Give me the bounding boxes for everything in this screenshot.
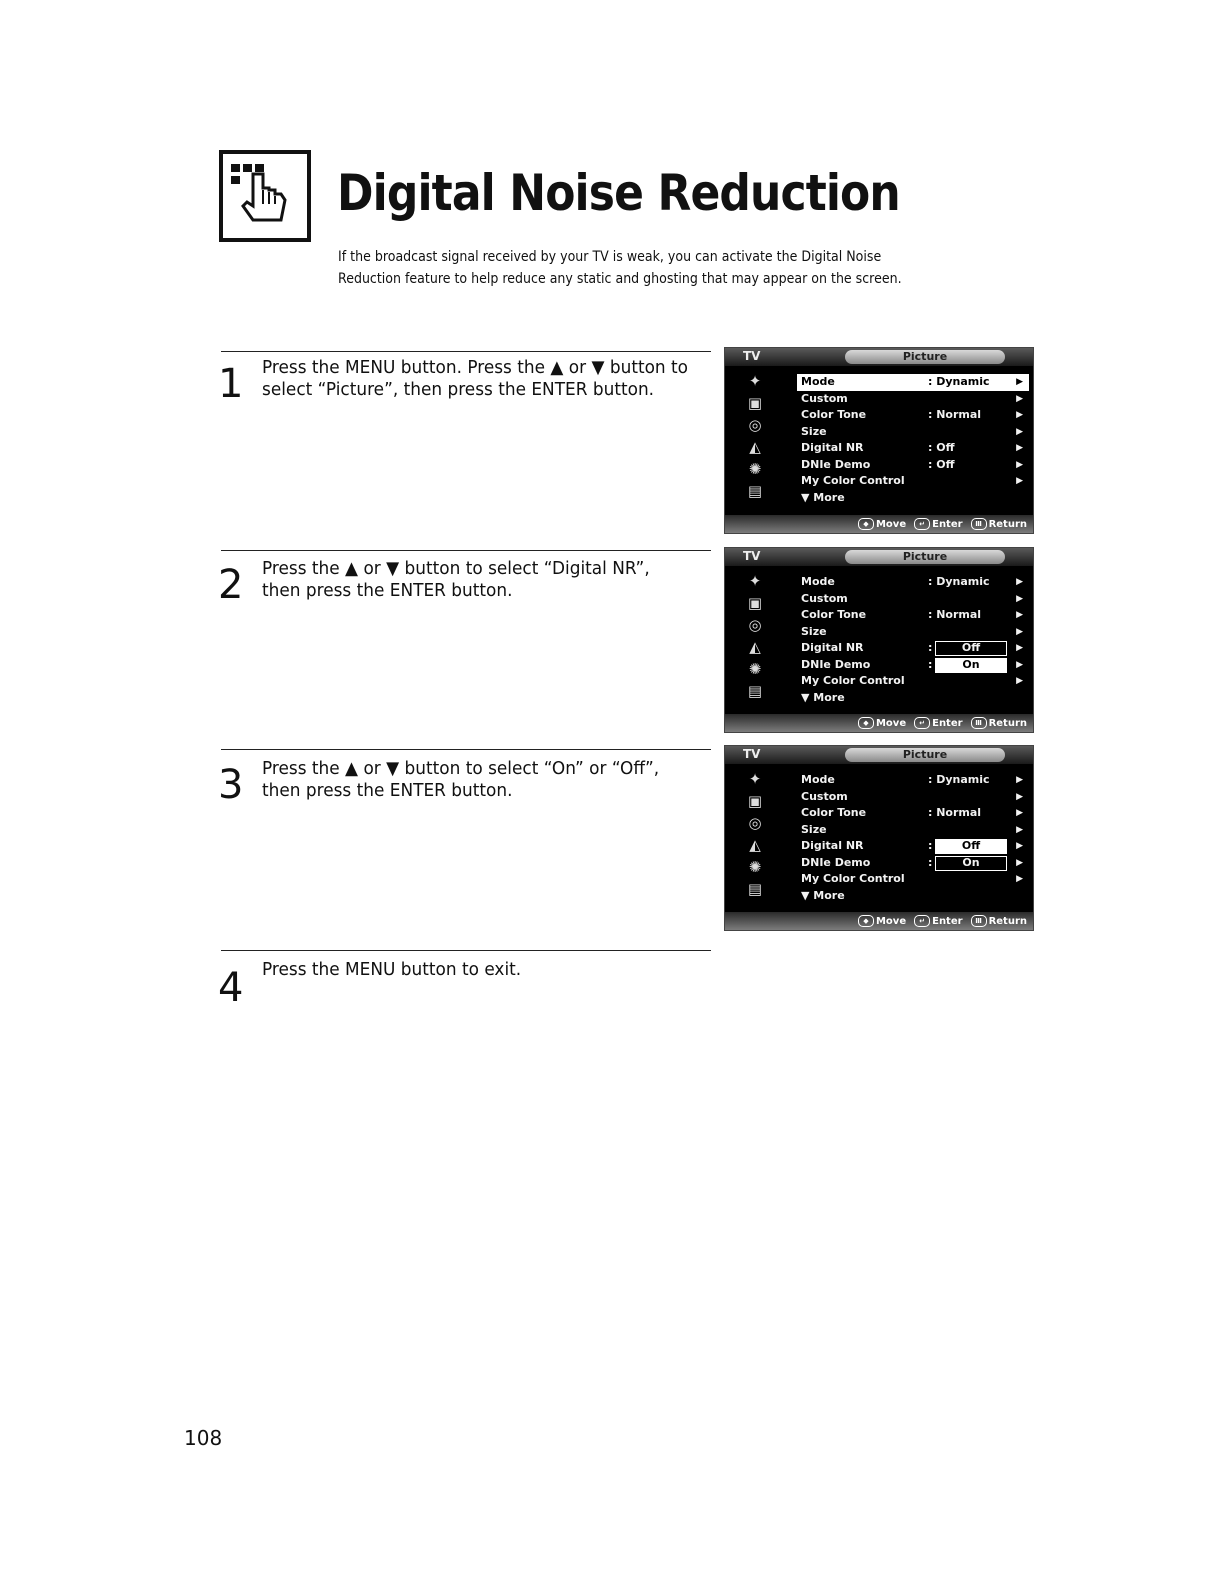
osd-row-label: Mode bbox=[801, 773, 835, 786]
osd-row-size[interactable] bbox=[797, 424, 1029, 441]
step-number: 2 bbox=[218, 562, 244, 608]
right-arrow-icon: ▶ bbox=[1016, 841, 1023, 851]
hint-label: Enter bbox=[932, 518, 963, 530]
tv-icon: ▤ bbox=[747, 682, 763, 700]
osd-row-value: : Dynamic bbox=[928, 575, 990, 588]
right-arrow-icon: ▶ bbox=[1016, 824, 1023, 835]
right-arrow-icon: ▶ bbox=[1016, 393, 1023, 404]
sound-icon: ◎ bbox=[748, 416, 762, 434]
osd-side-icons bbox=[743, 770, 771, 899]
enter-icon: ↵ bbox=[914, 915, 930, 927]
osd-row-my-color-control[interactable] bbox=[797, 871, 1029, 888]
right-arrow-icon: ▶ bbox=[1016, 874, 1023, 884]
osd-row-label: Mode bbox=[801, 575, 835, 588]
right-arrow-icon: ▶ bbox=[1016, 610, 1023, 620]
osd-tab-picture: Picture bbox=[845, 550, 1005, 564]
right-arrow-icon: ▶ bbox=[1016, 808, 1023, 818]
osd-row-value: : Normal bbox=[928, 408, 982, 421]
osd-menu-list bbox=[797, 574, 1029, 706]
osd-row-label: DNIe Demo bbox=[801, 457, 871, 471]
step-number: 4 bbox=[218, 965, 244, 1011]
step-text: Press the MENU button to exit. bbox=[262, 959, 522, 980]
channel-icon: ◭ bbox=[749, 638, 761, 656]
digital-nr-option-off[interactable]: Off bbox=[935, 839, 1007, 854]
osd-bottom-bar bbox=[725, 515, 1033, 533]
enter-hint bbox=[914, 915, 962, 927]
osd-row-label: DNIe Demo bbox=[801, 855, 871, 869]
osd-row-label: Size bbox=[801, 822, 827, 836]
sound-icon: ◎ bbox=[748, 616, 762, 634]
page-number: 108 bbox=[184, 1426, 223, 1450]
right-arrow-icon: ▶ bbox=[1016, 410, 1023, 420]
right-arrow-icon: ▶ bbox=[1016, 426, 1023, 437]
osd-top-bar bbox=[725, 746, 1033, 764]
osd-row-color-tone[interactable] bbox=[797, 407, 1029, 424]
osd-row-value: : bbox=[928, 641, 933, 654]
osd-bottom-bar bbox=[725, 912, 1033, 930]
step-divider bbox=[221, 550, 711, 551]
input-icon: ✦ bbox=[748, 572, 762, 590]
sound-icon: ◎ bbox=[748, 814, 762, 832]
osd-row-dnie-demo[interactable] bbox=[797, 457, 1029, 474]
osd-row-digital-nr[interactable] bbox=[797, 838, 1029, 855]
move-icon: ◆ bbox=[858, 717, 874, 729]
osd-row-value: : Off bbox=[928, 457, 955, 471]
osd-row-value: : bbox=[928, 839, 933, 852]
hint-label: Return bbox=[988, 518, 1027, 530]
osd-row-label: ▼ More bbox=[801, 490, 845, 504]
step-number: 1 bbox=[218, 361, 244, 407]
osd-row-label: Mode bbox=[801, 375, 835, 388]
hint-label: Move bbox=[875, 915, 907, 927]
return-icon: Ⅲ bbox=[971, 518, 987, 530]
move-hint bbox=[858, 518, 906, 530]
setup-icon: ✺ bbox=[748, 460, 762, 478]
osd-screen-digital-nr-confirm bbox=[724, 745, 1034, 931]
move-hint bbox=[858, 915, 906, 927]
osd-row-label: My Color Control bbox=[801, 674, 905, 687]
osd-row-value: : bbox=[928, 657, 933, 671]
right-arrow-icon: ▶ bbox=[1016, 659, 1023, 670]
right-arrow-icon: ▶ bbox=[1016, 459, 1023, 470]
osd-row-label: Digital NR bbox=[801, 441, 864, 454]
osd-row-label: Size bbox=[801, 424, 827, 438]
osd-row-digital-nr[interactable] bbox=[797, 440, 1029, 457]
osd-tab-tv: TV bbox=[743, 349, 761, 363]
osd-row-more[interactable] bbox=[797, 690, 1029, 707]
osd-row-dnie-demo[interactable] bbox=[797, 657, 1029, 674]
osd-row-label: My Color Control bbox=[801, 872, 905, 885]
osd-row-more[interactable] bbox=[797, 490, 1029, 507]
intro-paragraph: If the broadcast signal received by your TV is weak, you can activate the Digital Noise Reduction feature to help reduce any static and ghosting that may appear on the screen. bbox=[338, 249, 902, 287]
right-arrow-icon: ▶ bbox=[1016, 643, 1023, 653]
osd-row-label: ▼ More bbox=[801, 690, 845, 704]
digital-nr-option-off[interactable]: Off bbox=[935, 641, 1007, 656]
step-text: Press the ▲ or ▼ button to select “Digital NR”, then press the ENTER button. bbox=[262, 558, 650, 601]
right-arrow-icon: ▶ bbox=[1016, 476, 1023, 486]
enter-hint bbox=[914, 717, 962, 729]
step-divider bbox=[221, 749, 711, 750]
osd-row-value: : Normal bbox=[928, 806, 982, 819]
right-arrow-icon: ▶ bbox=[1016, 593, 1023, 604]
osd-row-label: Color Tone bbox=[801, 806, 867, 819]
osd-row-color-tone[interactable] bbox=[797, 805, 1029, 822]
picture-icon: ▣ bbox=[747, 394, 763, 412]
osd-side-icons bbox=[743, 372, 771, 501]
hint-label: Move bbox=[875, 717, 907, 729]
digital-nr-option-on[interactable]: On bbox=[935, 658, 1007, 673]
right-arrow-icon: ▶ bbox=[1016, 676, 1023, 686]
osd-row-mode[interactable] bbox=[797, 574, 1029, 591]
osd-tab-tv: TV bbox=[743, 549, 761, 563]
right-arrow-icon: ▶ bbox=[1016, 377, 1023, 387]
step-text: Press the MENU button. Press the ▲ or ▼ button to select “Picture”, then press the ENTER button. bbox=[262, 357, 689, 400]
right-arrow-icon: ▶ bbox=[1016, 857, 1023, 868]
tv-icon: ▤ bbox=[747, 880, 763, 898]
setup-icon: ✺ bbox=[748, 660, 762, 678]
osd-row-label: My Color Control bbox=[801, 474, 905, 487]
return-icon: Ⅲ bbox=[971, 717, 987, 729]
picture-icon: ▣ bbox=[747, 594, 763, 612]
osd-row-label: Custom bbox=[801, 391, 848, 405]
osd-row-custom[interactable] bbox=[797, 789, 1029, 806]
osd-row-size[interactable] bbox=[797, 822, 1029, 839]
osd-tab-tv: TV bbox=[743, 747, 761, 761]
input-icon: ✦ bbox=[748, 770, 762, 788]
osd-row-label: Color Tone bbox=[801, 408, 867, 421]
hint-label: Return bbox=[988, 717, 1027, 729]
osd-row-custom[interactable] bbox=[797, 591, 1029, 608]
right-arrow-icon: ▶ bbox=[1016, 775, 1023, 785]
osd-row-mode[interactable] bbox=[797, 374, 1029, 391]
osd-screen-digital-nr-select bbox=[724, 547, 1034, 733]
tv-icon: ▤ bbox=[747, 482, 763, 500]
osd-row-value: : bbox=[928, 855, 933, 869]
osd-row-label: ▼ More bbox=[801, 888, 845, 902]
channel-icon: ◭ bbox=[749, 836, 761, 854]
osd-row-value: : Off bbox=[928, 441, 955, 454]
osd-row-mode[interactable] bbox=[797, 772, 1029, 789]
picture-setup-icon bbox=[219, 150, 311, 242]
return-hint bbox=[971, 717, 1027, 729]
right-arrow-icon: ▶ bbox=[1016, 791, 1023, 802]
hint-label: Move bbox=[875, 518, 907, 530]
osd-tab-picture: Picture bbox=[845, 748, 1005, 762]
return-hint bbox=[971, 915, 1027, 927]
osd-top-bar bbox=[725, 548, 1033, 566]
osd-menu-list bbox=[797, 772, 1029, 904]
right-arrow-icon: ▶ bbox=[1016, 577, 1023, 587]
osd-side-icons bbox=[743, 572, 771, 701]
osd-row-my-color-control[interactable] bbox=[797, 473, 1029, 490]
hint-label: Enter bbox=[932, 915, 963, 927]
enter-hint bbox=[914, 518, 962, 530]
osd-row-label: Digital NR bbox=[801, 641, 864, 654]
hint-label: Return bbox=[988, 915, 1027, 927]
step-number: 3 bbox=[218, 762, 244, 808]
right-arrow-icon: ▶ bbox=[1016, 443, 1023, 453]
osd-row-label: Color Tone bbox=[801, 608, 867, 621]
osd-row-size[interactable] bbox=[797, 624, 1029, 641]
step-divider bbox=[221, 351, 711, 352]
osd-row-label: Custom bbox=[801, 591, 848, 605]
right-arrow-icon: ▶ bbox=[1016, 626, 1023, 637]
hint-label: Enter bbox=[932, 717, 963, 729]
picture-icon: ▣ bbox=[747, 792, 763, 810]
osd-row-digital-nr[interactable] bbox=[797, 640, 1029, 657]
osd-row-label: Digital NR bbox=[801, 839, 864, 852]
osd-row-value: : Normal bbox=[928, 608, 982, 621]
osd-menu-list bbox=[797, 374, 1029, 506]
osd-row-dnie-demo[interactable] bbox=[797, 855, 1029, 872]
page-title: Digital Noise Reduction bbox=[337, 164, 900, 222]
channel-icon: ◭ bbox=[749, 438, 761, 456]
osd-row-custom[interactable] bbox=[797, 391, 1029, 408]
osd-tab-picture: Picture bbox=[845, 350, 1005, 364]
setup-icon: ✺ bbox=[748, 858, 762, 876]
osd-row-value: : Dynamic bbox=[928, 375, 990, 388]
move-hint bbox=[858, 717, 906, 729]
osd-bottom-bar bbox=[725, 714, 1033, 732]
osd-row-label: DNIe Demo bbox=[801, 657, 871, 671]
return-hint bbox=[971, 518, 1027, 530]
osd-top-bar bbox=[725, 348, 1033, 366]
move-icon: ◆ bbox=[858, 518, 874, 530]
enter-icon: ↵ bbox=[914, 717, 930, 729]
digital-nr-option-on[interactable]: On bbox=[935, 856, 1007, 871]
move-icon: ◆ bbox=[858, 915, 874, 927]
step-text: Press the ▲ or ▼ button to select “On” or “Off”, then press the ENTER button. bbox=[262, 758, 660, 801]
input-icon: ✦ bbox=[748, 372, 762, 390]
osd-row-label: Size bbox=[801, 624, 827, 638]
osd-screen-picture-menu bbox=[724, 347, 1034, 534]
return-icon: Ⅲ bbox=[971, 915, 987, 927]
enter-icon: ↵ bbox=[914, 518, 930, 530]
osd-row-my-color-control[interactable] bbox=[797, 673, 1029, 690]
osd-row-value: : Dynamic bbox=[928, 773, 990, 786]
osd-row-label: Custom bbox=[801, 789, 848, 803]
step-divider bbox=[221, 950, 711, 951]
osd-row-color-tone[interactable] bbox=[797, 607, 1029, 624]
osd-row-more[interactable] bbox=[797, 888, 1029, 905]
